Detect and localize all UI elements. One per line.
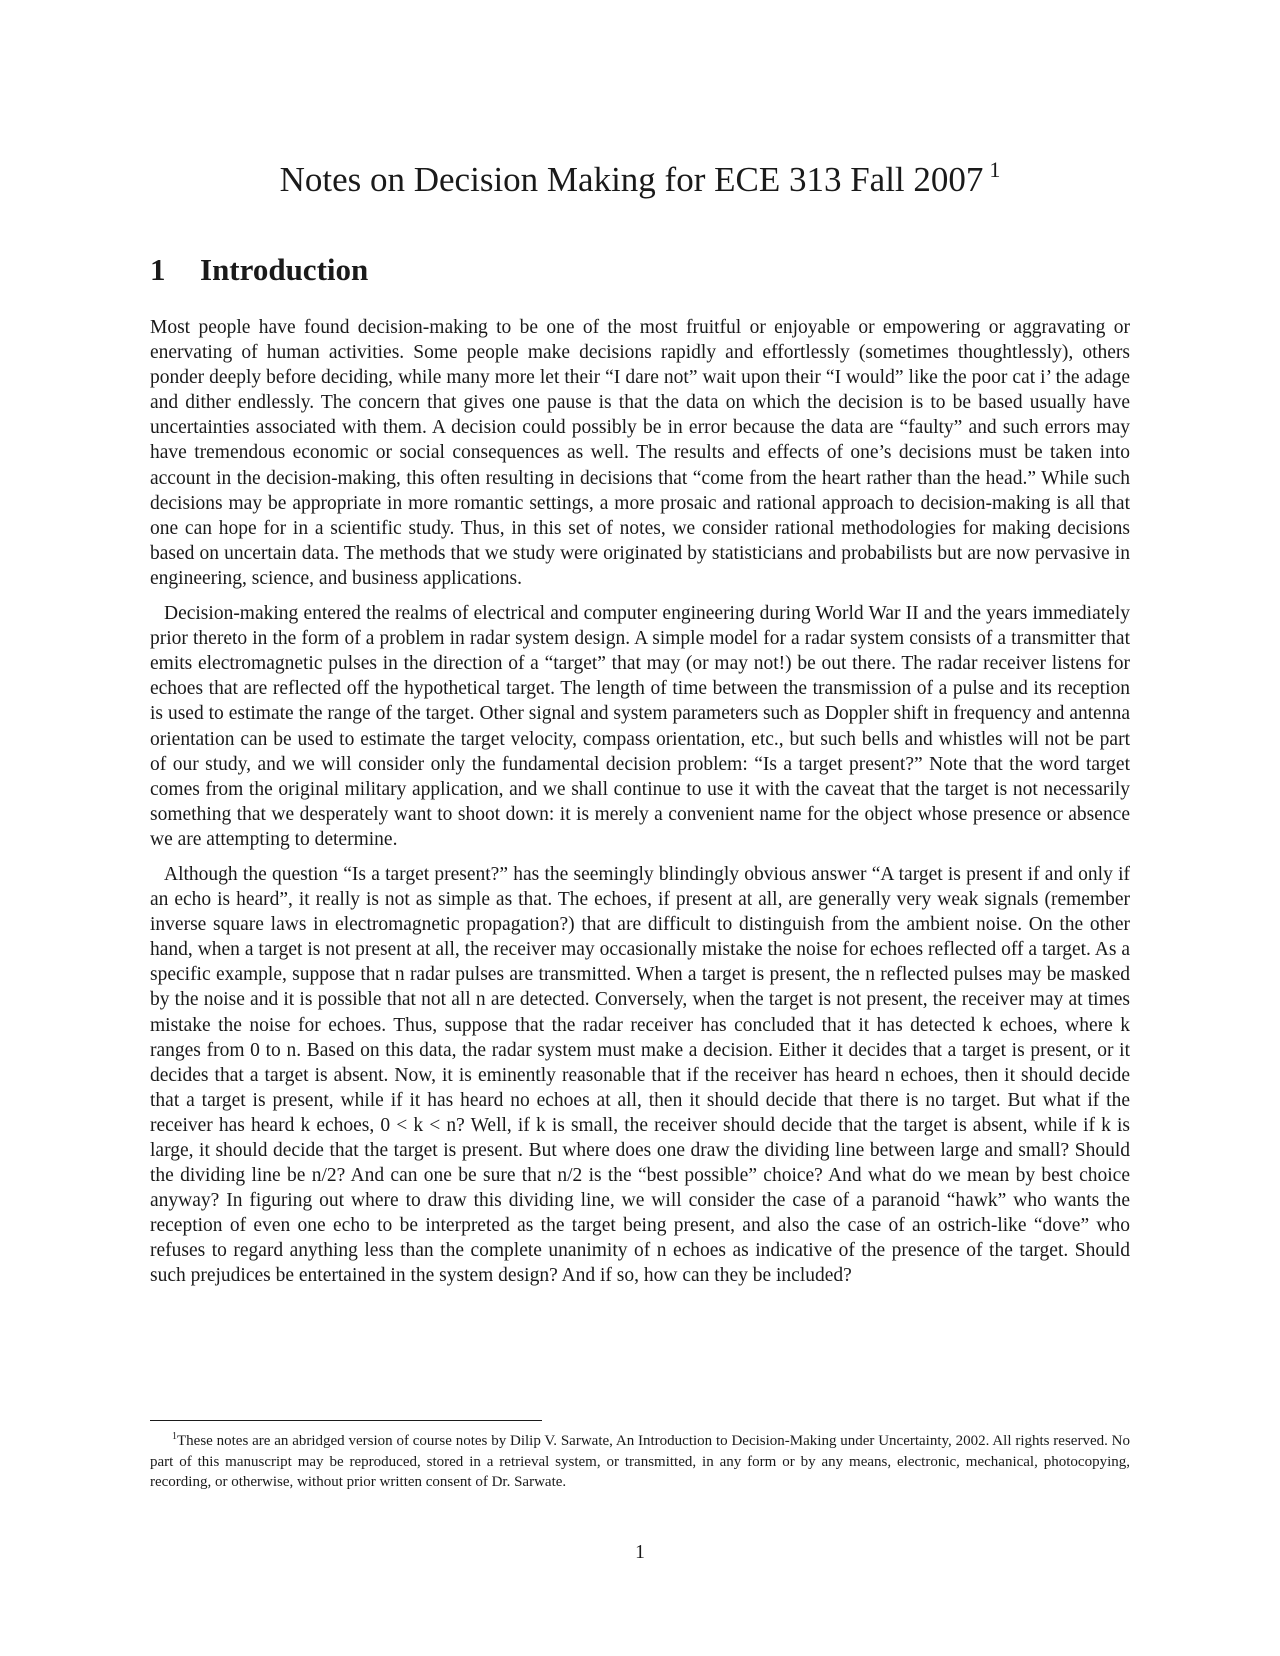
footnote-mark: 1 xyxy=(172,1431,177,1442)
footnote-divider xyxy=(150,1420,542,1421)
document-title xyxy=(0,148,1280,202)
body-text xyxy=(150,315,1130,1299)
paragraph-1: Most people have found decision-making to be one of the most fruitful or enjoyable or empowering or aggravating or enervating of human activities. Some people make decisions rapidly and effortlessly (sometimes thoughtlessly), others ponder deeply before deciding, while many more let their “I dare not” wait upon their “I would” like the poor cat i’ the adage and dither endlessly. The concern that gives one pause is that the data on which the decision is to be based usually have uncertainties associated with them. A decision could possibly be in error because the data are “faulty” and such errors may have tremendous economic or social consequences as well. The results and effects of one’s decisions must be taken into account in the decision-making, this often resulting in decisions that “come from the heart rather than the head.” While such decisions may be appropriate in more romantic settings, a more prosaic and rational approach to decision-making is all that one can hope for in a scientific study. Thus, in this set of notes, we consider rational methodologies for making decisions based on uncertain data. The methods that we study were originated by statisticians and probabilists but are now pervasive in engineering, science, and business applications. xyxy=(150,317,1130,589)
paragraph-3: Although the question “Is a target present?” has the seemingly blindingly obvious answer “A target is present if and only if an echo is heard”, it really is not as simple as that. The echoes, if present at all, are generally very weak signals (remember inverse square laws in electromagnetic propagation?) that are difficult to distinguish from the ambient noise. On the other hand, when a target is not present at all, the receiver may occasionally mistake the noise for echoes reflected off a target. As a specific example, suppose that n radar pulses are transmitted. When a target is present, the n reflected pulses may be masked by the noise and it is possible that not all n are detected. Conversely, when the target is not present, the receiver may at times mistake the noise for echoes. Thus, suppose that the radar receiver has concluded that it has detected k echoes, where k ranges from 0 to n. Based on this data, the radar system must make a decision. Either it decides that a target is present, or it decides that a target is absent. Now, it is eminently reasonable that if the receiver has heard n echoes, then it should decide that a target is present, while if it has heard no echoes at all, then it should decide that there is no target. But what if the receiver has heard k echoes, 0 < k < n? Well, if k is small, the receiver should decide that the target is absent, while if k is large, it should decide that the target is present. But where does one draw the dividing line between large and small? Should the dividing line be n/2? And can one be sure that n/2 is the “best possible” choice? And what do we mean by best choice anyway? In figuring out where to draw this dividing line, we will consider the case of a paranoid “hawk” who wants the reception of even one echo to be interpreted as the target being present, and also the case of an ostrich-like “dove” who refuses to regard anything less than the complete unanimity of n echoes as indicative of the presence of the target. Should such prejudices be entertained in the system design? And if so, how can they be included? xyxy=(150,863,1130,1287)
document-title-text: Notes on Decision Making for ECE 313 Fall 2007 xyxy=(279,160,984,199)
paragraph-2: Decision-making entered the realms of electrical and computer engineering during World War II and the years immediately prior thereto in the form of a problem in radar system design. A simple model for a radar system consists of a transmitter that emits electromagnetic pulses in the direction of a “target” that may (or may not!) be out there. The radar receiver listens for echoes that are reflected off the hypothetical target. The length of time between the transmission of a pulse and its reception is used to estimate the range of the target. Other signal and system parameters such as Doppler shift in frequency and antenna orientation can be used to estimate the target velocity, compass orientation, etc., but such bells and whistles will not be part of our study, and we will consider only the fundamental decision problem: “Is a target present?” Note that the word target comes from the original military application, and we shall continue to use it with the caveat that the target is not necessarily something that we desperately want to shoot down: it is merely a convenient name for the object whose presence or absence we are attempting to determine. xyxy=(150,603,1130,850)
section-heading xyxy=(150,251,368,289)
title-footnote-mark[interactable]: 1 xyxy=(989,157,1001,182)
page-number: 1 xyxy=(635,1542,645,1563)
section-title: Introduction xyxy=(200,252,369,287)
section-number: 1 xyxy=(150,252,166,287)
footnote xyxy=(150,1427,1130,1493)
footnote-text: These notes are an abridged version of course notes by Dilip V. Sarwate, An Introduction to Decision-Making under Uncertainty, 2002. All rights reserved. No part of this manuscript may be reproduced, stored in a retrieval system, or transmitted, in any form or by any means, electronic, mechanical, photocopying, recording, or otherwise, without prior written consent of Dr. Sarwate. xyxy=(150,1433,1130,1490)
